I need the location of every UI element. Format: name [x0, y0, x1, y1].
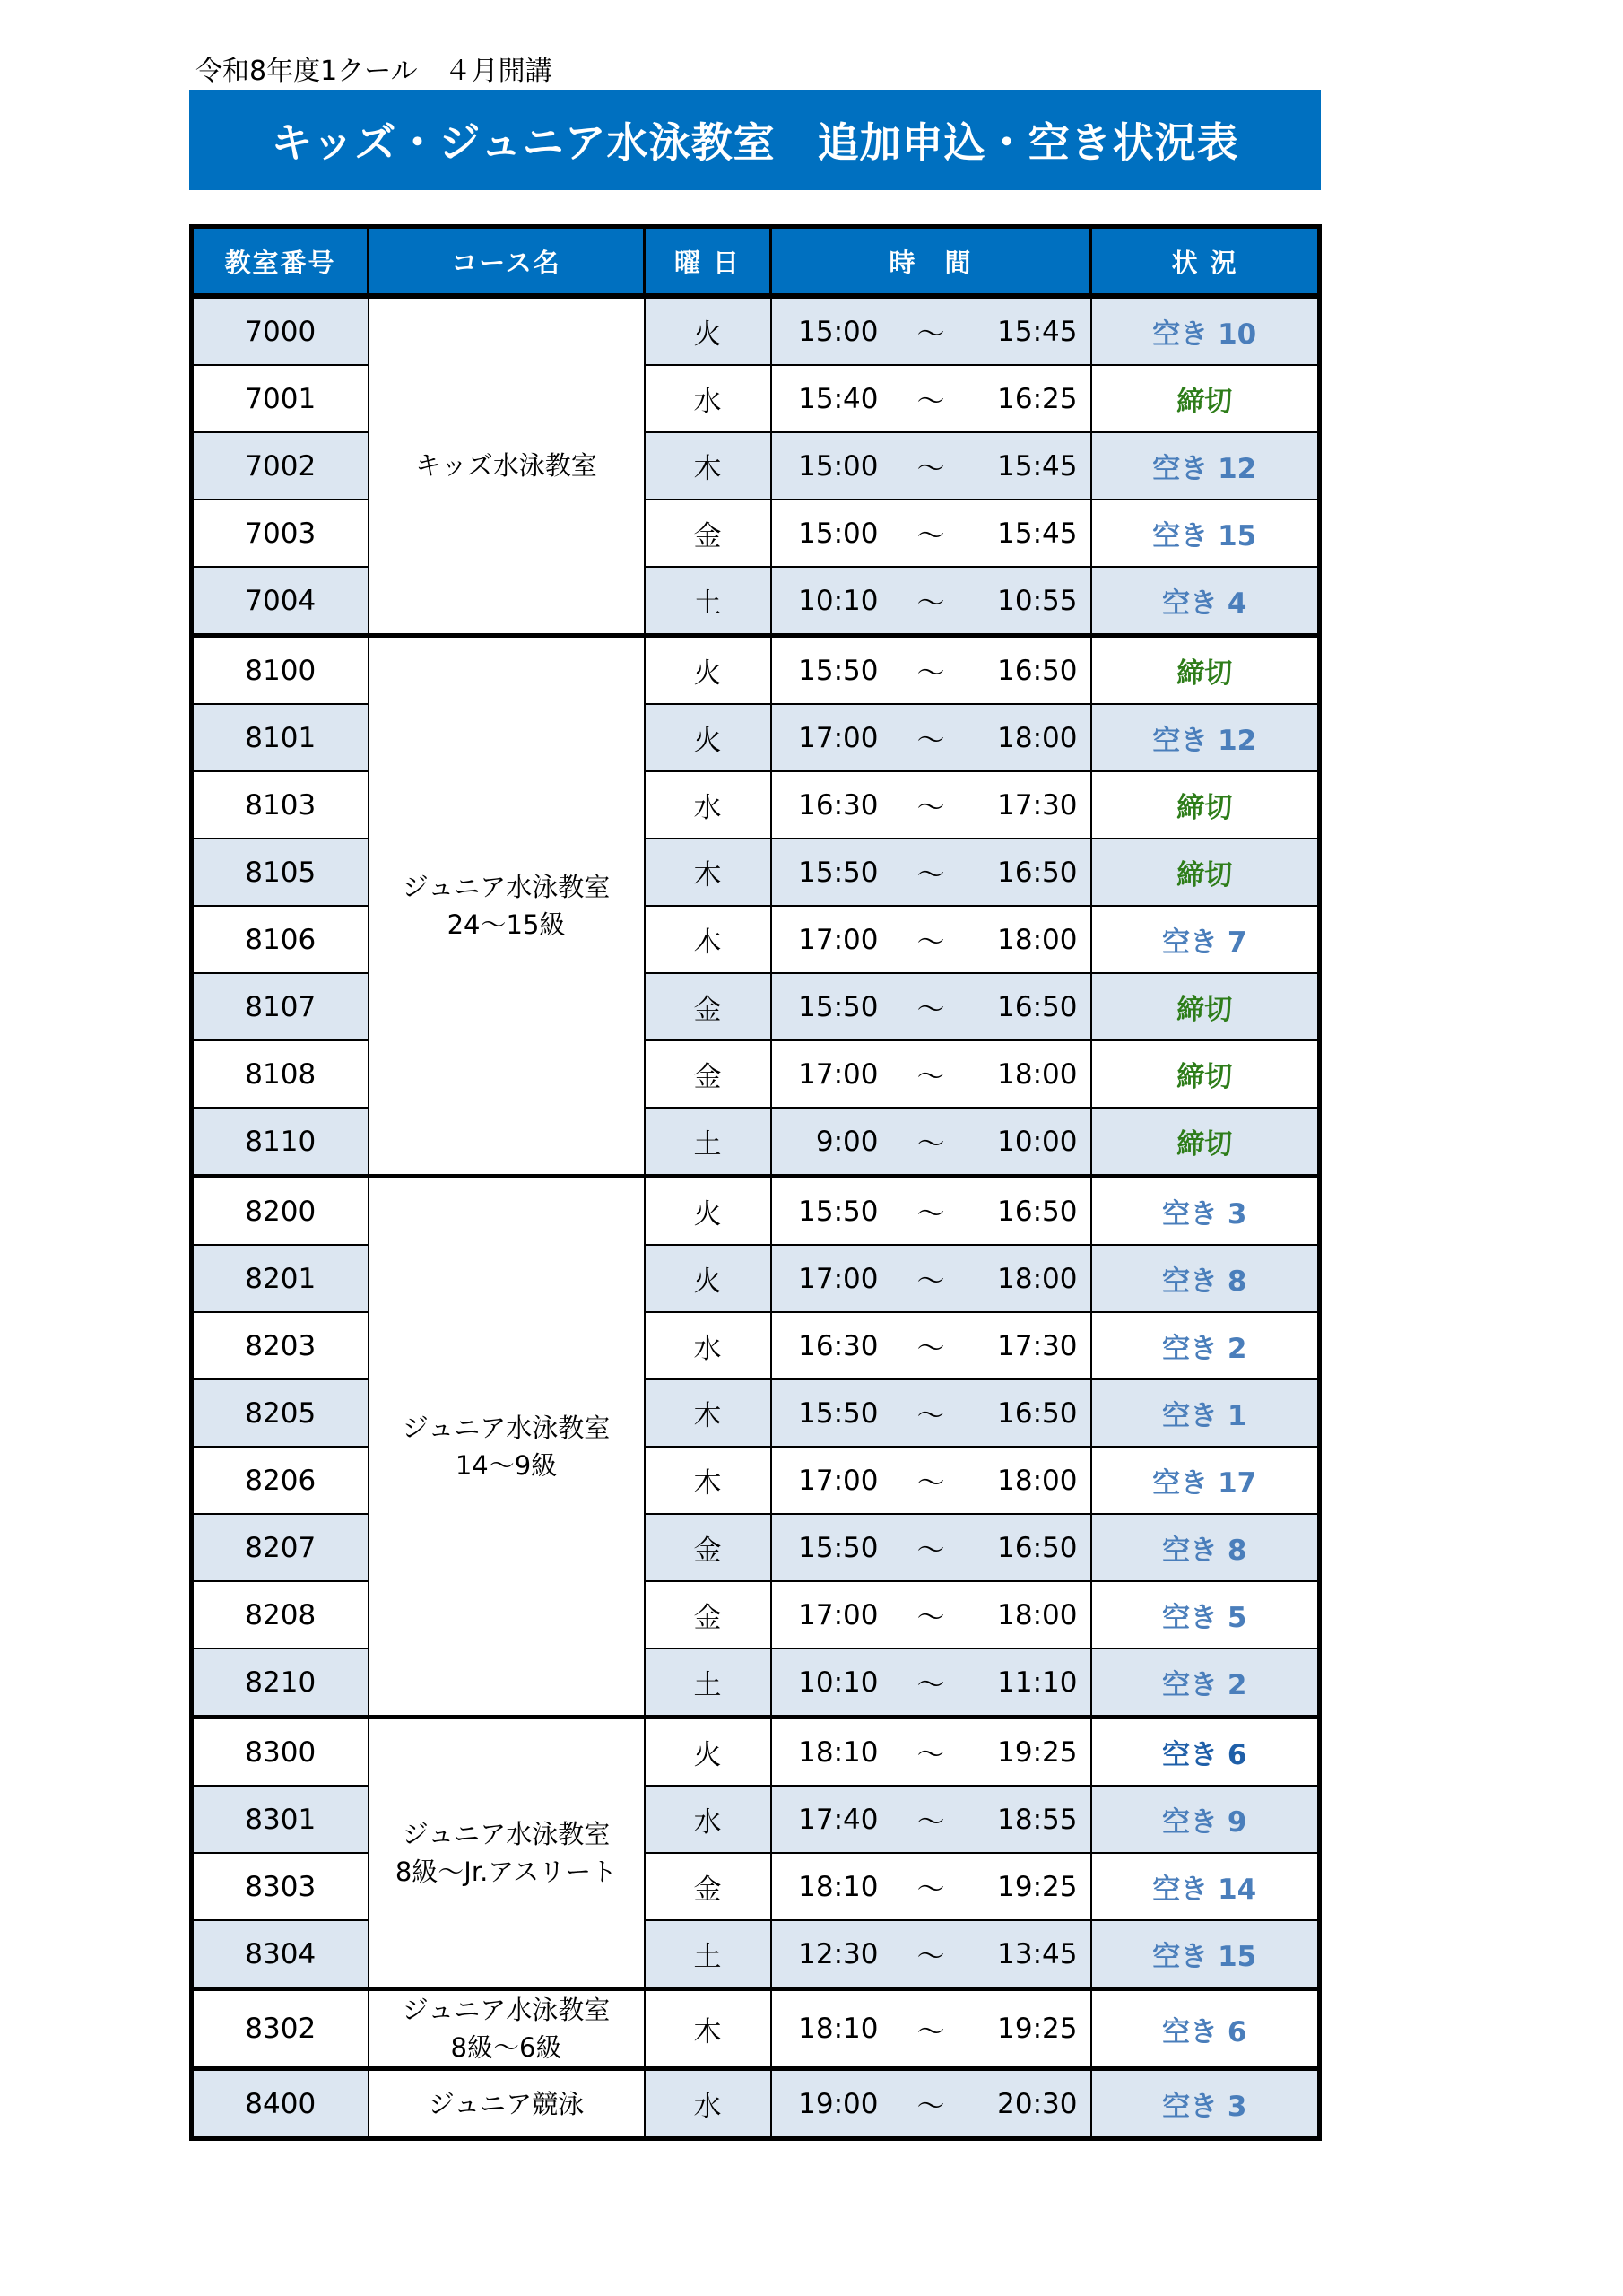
- end-time: 16:50: [997, 1195, 1078, 1228]
- course-name-line: 8級～Jr.アスリート: [395, 1857, 618, 1887]
- time-separator: ～: [916, 1400, 945, 1432]
- end-time: 18:00: [997, 1464, 1078, 1497]
- table-row: [192, 1648, 1320, 1718]
- header-weekday: 曜 日: [645, 227, 771, 297]
- time-separator: ～: [916, 657, 945, 690]
- table-row: [192, 1177, 1320, 1246]
- status-cell: 締切: [1091, 771, 1320, 839]
- start-time: 15:00: [798, 517, 879, 550]
- time-separator: ～: [916, 1874, 945, 1906]
- status-cell: 空き 15: [1091, 500, 1320, 567]
- time-separator: ～: [916, 1535, 945, 1567]
- time-separator: ～: [916, 1806, 945, 1839]
- class-number-cell: 8303: [192, 1853, 369, 1920]
- time-separator: ～: [916, 1128, 945, 1161]
- status-cell: 空き 12: [1091, 432, 1320, 500]
- header-class-number: 教室番号: [192, 227, 369, 297]
- time-cell: [771, 1514, 1091, 1581]
- start-time: 15:50: [798, 1195, 879, 1228]
- time-separator: ～: [916, 926, 945, 959]
- status-cell: 空き 10: [1091, 296, 1320, 365]
- weekday-cell: 金: [645, 1514, 771, 1581]
- time-separator: ～: [916, 1265, 945, 1298]
- weekday-cell: 火: [645, 636, 771, 705]
- end-time: 17:30: [997, 788, 1078, 822]
- status-cell: 締切: [1091, 973, 1320, 1040]
- table-row: [192, 1786, 1320, 1853]
- time-separator: ～: [916, 587, 945, 620]
- class-number-cell: 8301: [192, 1786, 369, 1853]
- table-row: [192, 1040, 1320, 1108]
- end-time: 17:30: [997, 1329, 1078, 1362]
- end-time: 18:00: [997, 721, 1078, 754]
- end-time: 16:50: [997, 990, 1078, 1023]
- weekday-cell: 木: [645, 1379, 771, 1447]
- table-row: [192, 636, 1320, 705]
- end-time: 16:25: [997, 382, 1078, 415]
- page-subtitle: 令和8年度1クール ４月開講: [195, 56, 552, 87]
- course-name-cell: [369, 636, 645, 1177]
- course-name-cell: [369, 1989, 645, 2069]
- weekday-cell: 木: [645, 906, 771, 973]
- start-time: 19:00: [798, 2087, 879, 2120]
- header-status: 状 況: [1091, 227, 1320, 297]
- end-time: 19:25: [997, 2013, 1078, 2046]
- table-row: [192, 906, 1320, 973]
- start-time: 16:30: [798, 1329, 879, 1362]
- status-cell: 空き 5: [1091, 1581, 1320, 1648]
- table-row: [192, 771, 1320, 839]
- end-time: 19:25: [997, 1735, 1078, 1769]
- time-cell: [771, 2069, 1091, 2139]
- weekday-cell: 土: [645, 567, 771, 636]
- class-number-cell: 8304: [192, 1920, 369, 1989]
- weekday-cell: 水: [645, 365, 771, 432]
- status-cell: 空き 2: [1091, 1648, 1320, 1718]
- status-cell: 空き 4: [1091, 567, 1320, 636]
- start-time: 17:00: [798, 1262, 879, 1295]
- table-row: [192, 1447, 1320, 1514]
- course-name-line: キッズ水泳教室: [415, 450, 597, 482]
- weekday-cell: 土: [645, 1108, 771, 1177]
- start-time: 17:40: [798, 1803, 879, 1836]
- start-time: 15:40: [798, 382, 879, 415]
- class-number-cell: 7001: [192, 365, 369, 432]
- weekday-cell: 土: [645, 1648, 771, 1718]
- end-time: 18:00: [997, 1598, 1078, 1631]
- end-time: 15:45: [997, 517, 1078, 550]
- course-name-cell: [369, 296, 645, 636]
- start-time: 15:00: [798, 315, 879, 348]
- weekday-cell: 金: [645, 1040, 771, 1108]
- class-number-cell: 8302: [192, 1989, 369, 2069]
- class-number-cell: 8210: [192, 1648, 369, 1718]
- weekday-cell: 火: [645, 1718, 771, 1787]
- weekday-cell: 金: [645, 500, 771, 567]
- status-cell: 空き 7: [1091, 906, 1320, 973]
- table-row: [192, 1514, 1320, 1581]
- table-row: [192, 839, 1320, 906]
- weekday-cell: 金: [645, 1853, 771, 1920]
- class-number-cell: 7003: [192, 500, 369, 567]
- weekday-cell: 水: [645, 2069, 771, 2139]
- end-time: 18:00: [997, 1262, 1078, 1295]
- end-time: 10:55: [997, 584, 1078, 617]
- time-cell: [771, 1447, 1091, 1514]
- time-separator: ～: [916, 994, 945, 1026]
- time-separator: ～: [916, 1467, 945, 1500]
- status-cell: 空き 8: [1091, 1245, 1320, 1312]
- time-separator: ～: [916, 2091, 945, 2124]
- status-cell: 空き 6: [1091, 1989, 1320, 2069]
- time-cell: [771, 1312, 1091, 1379]
- start-time: 17:00: [798, 1057, 879, 1091]
- weekday-cell: 水: [645, 1312, 771, 1379]
- weekday-cell: 水: [645, 1786, 771, 1853]
- time-separator: ～: [916, 1198, 945, 1231]
- time-cell: [771, 1853, 1091, 1920]
- weekday-cell: 土: [645, 1920, 771, 1989]
- start-time: 12:30: [798, 1937, 879, 1970]
- table-row: [192, 500, 1320, 567]
- end-time: 15:45: [997, 315, 1078, 348]
- class-number-cell: 8108: [192, 1040, 369, 1108]
- table-row: [192, 2069, 1320, 2139]
- class-number-cell: 8400: [192, 2069, 369, 2139]
- start-time: 10:10: [798, 1665, 879, 1699]
- time-cell: [771, 973, 1091, 1040]
- time-separator: ～: [916, 318, 945, 351]
- time-cell: [771, 1648, 1091, 1718]
- start-time: 16:30: [798, 788, 879, 822]
- start-time: 15:50: [798, 1396, 879, 1430]
- time-cell: [771, 1245, 1091, 1312]
- table-row: [192, 1312, 1320, 1379]
- end-time: 16:50: [997, 1396, 1078, 1430]
- status-cell: 空き 9: [1091, 1786, 1320, 1853]
- page-title-banner: [189, 90, 1321, 190]
- start-time: 17:00: [798, 721, 879, 754]
- class-number-cell: 7000: [192, 296, 369, 365]
- start-time: 18:10: [798, 1870, 879, 1903]
- weekday-cell: 木: [645, 839, 771, 906]
- time-separator: ～: [916, 1333, 945, 1365]
- course-name-cell: [369, 1177, 645, 1718]
- time-cell: [771, 567, 1091, 636]
- class-number-cell: 8100: [192, 636, 369, 705]
- weekday-cell: 木: [645, 1447, 771, 1514]
- course-name-line: ジュニア水泳教室: [402, 1995, 611, 2025]
- time-cell: [771, 771, 1091, 839]
- status-cell: 空き 3: [1091, 1177, 1320, 1246]
- class-number-cell: 7004: [192, 567, 369, 636]
- weekday-cell: 木: [645, 1989, 771, 2069]
- header-course-name: コース名: [369, 227, 645, 297]
- time-cell: [771, 1989, 1091, 2069]
- weekday-cell: 水: [645, 771, 771, 839]
- class-number-cell: 8205: [192, 1379, 369, 1447]
- time-separator: ～: [916, 1739, 945, 1771]
- schedule-body: [192, 296, 1320, 2139]
- table-row: [192, 567, 1320, 636]
- time-separator: ～: [916, 1941, 945, 1973]
- class-number-cell: 8300: [192, 1718, 369, 1787]
- class-number-cell: 8207: [192, 1514, 369, 1581]
- time-separator: ～: [916, 792, 945, 824]
- table-header-row: [192, 227, 1320, 297]
- status-cell: 空き 3: [1091, 2069, 1320, 2139]
- status-cell: 締切: [1091, 1040, 1320, 1108]
- start-time: 15:50: [798, 654, 879, 687]
- class-number-cell: 8201: [192, 1245, 369, 1312]
- end-time: 11:10: [997, 1665, 1078, 1699]
- end-time: 16:50: [997, 654, 1078, 687]
- weekday-cell: 火: [645, 1177, 771, 1246]
- time-cell: [771, 839, 1091, 906]
- end-time: 16:50: [997, 856, 1078, 889]
- status-cell: 空き 2: [1091, 1312, 1320, 1379]
- time-cell: [771, 1040, 1091, 1108]
- time-separator: ～: [916, 2015, 945, 2048]
- class-number-cell: 8208: [192, 1581, 369, 1648]
- table-row: [192, 432, 1320, 500]
- time-separator: ～: [916, 1669, 945, 1701]
- time-cell: [771, 500, 1091, 567]
- schedule-table: [189, 224, 1322, 2141]
- time-cell: [771, 1920, 1091, 1989]
- table-row: [192, 1718, 1320, 1787]
- time-cell: [771, 704, 1091, 771]
- time-cell: [771, 365, 1091, 432]
- course-name-line: 24～15級: [447, 909, 566, 940]
- start-time: 17:00: [798, 1598, 879, 1631]
- end-time: 13:45: [997, 1937, 1078, 1970]
- class-number-cell: 8105: [192, 839, 369, 906]
- end-time: 15:45: [997, 449, 1078, 483]
- time-cell: [771, 432, 1091, 500]
- start-time: 18:10: [798, 2013, 879, 2046]
- page-title: キッズ・ジュニア水泳教室 追加申込・空き状況表: [271, 118, 1239, 167]
- time-cell: [771, 1177, 1091, 1246]
- course-name-line: ジュニア水泳教室: [402, 1818, 611, 1849]
- class-number-cell: 8110: [192, 1108, 369, 1177]
- weekday-cell: 火: [645, 704, 771, 771]
- start-time: 15:50: [798, 856, 879, 889]
- class-number-cell: 8107: [192, 973, 369, 1040]
- course-name-line: ジュニア競泳: [428, 2088, 585, 2119]
- class-number-cell: 8101: [192, 704, 369, 771]
- status-cell: 締切: [1091, 636, 1320, 705]
- time-cell: [771, 1786, 1091, 1853]
- class-number-cell: 7002: [192, 432, 369, 500]
- class-number-cell: 8103: [192, 771, 369, 839]
- course-name-line: ジュニア水泳教室: [402, 1412, 611, 1443]
- status-cell: 空き 12: [1091, 704, 1320, 771]
- weekday-cell: 火: [645, 1245, 771, 1312]
- end-time: 16:50: [997, 1531, 1078, 1564]
- header-time: 時 間: [771, 227, 1091, 297]
- course-name-cell: [369, 1718, 645, 1989]
- table-row: [192, 296, 1320, 365]
- weekday-cell: 火: [645, 296, 771, 365]
- end-time: 18:00: [997, 923, 1078, 956]
- course-name-cell: [369, 2069, 645, 2139]
- end-time: 18:55: [997, 1803, 1078, 1836]
- class-number-cell: 8106: [192, 906, 369, 973]
- start-time: 17:00: [798, 923, 879, 956]
- time-separator: ～: [916, 859, 945, 891]
- table-row: [192, 973, 1320, 1040]
- status-cell: 空き 8: [1091, 1514, 1320, 1581]
- time-separator: ～: [916, 1602, 945, 1634]
- course-name-line: 14～9級: [455, 1450, 558, 1481]
- time-cell: [771, 636, 1091, 705]
- table-row: [192, 1853, 1320, 1920]
- status-cell: 締切: [1091, 839, 1320, 906]
- course-name-line: ジュニア水泳教室: [402, 871, 611, 902]
- class-number-cell: 8206: [192, 1447, 369, 1514]
- time-cell: [771, 1718, 1091, 1787]
- table-row: [192, 1581, 1320, 1648]
- start-time: 15:00: [798, 449, 879, 483]
- time-separator: ～: [916, 520, 945, 552]
- class-number-cell: 8203: [192, 1312, 369, 1379]
- time-separator: ～: [916, 1061, 945, 1093]
- start-time: 15:50: [798, 990, 879, 1023]
- course-name-line: 8級～6級: [450, 2032, 562, 2064]
- table-row: [192, 1379, 1320, 1447]
- weekday-cell: 木: [645, 432, 771, 500]
- time-cell: [771, 1379, 1091, 1447]
- status-cell: 締切: [1091, 1108, 1320, 1177]
- status-cell: 空き 15: [1091, 1920, 1320, 1989]
- start-time: 10:10: [798, 584, 879, 617]
- time-cell: [771, 296, 1091, 365]
- table-row: [192, 1920, 1320, 1989]
- status-cell: 空き 6: [1091, 1718, 1320, 1787]
- class-number-cell: 8200: [192, 1177, 369, 1246]
- status-cell: 空き 14: [1091, 1853, 1320, 1920]
- time-separator: ～: [916, 386, 945, 418]
- end-time: 18:00: [997, 1057, 1078, 1091]
- time-separator: ～: [916, 725, 945, 757]
- status-cell: 締切: [1091, 365, 1320, 432]
- time-cell: [771, 906, 1091, 973]
- start-time: 17:00: [798, 1464, 879, 1497]
- time-separator: ～: [916, 453, 945, 485]
- start-time: 15:50: [798, 1531, 879, 1564]
- table-row: [192, 704, 1320, 771]
- time-cell: [771, 1581, 1091, 1648]
- table-row: [192, 1245, 1320, 1312]
- start-time: 9:00: [815, 1125, 879, 1158]
- weekday-cell: 金: [645, 973, 771, 1040]
- start-time: 18:10: [798, 1735, 879, 1769]
- weekday-cell: 金: [645, 1581, 771, 1648]
- table-row: [192, 365, 1320, 432]
- table-row: [192, 1108, 1320, 1177]
- status-cell: 空き 1: [1091, 1379, 1320, 1447]
- table-row: [192, 1989, 1320, 2069]
- time-cell: [771, 1108, 1091, 1177]
- end-time: 20:30: [997, 2087, 1078, 2120]
- end-time: 19:25: [997, 1870, 1078, 1903]
- end-time: 10:00: [997, 1125, 1078, 1158]
- status-cell: 空き 17: [1091, 1447, 1320, 1514]
